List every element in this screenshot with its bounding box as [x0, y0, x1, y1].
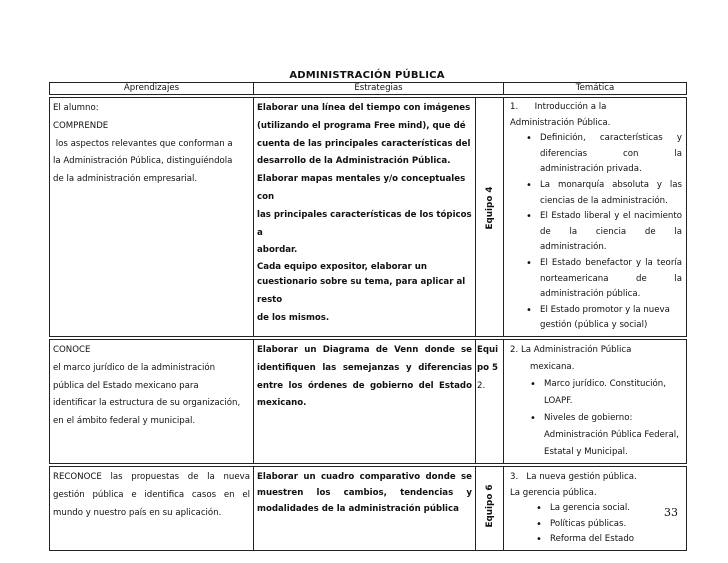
tematica-cell — [504, 339, 687, 463]
estrategia-line: Elaborar mapas mentales y/o conceptuales con — [257, 174, 466, 202]
estrategia-line: Cada equipo expositor, elaborar un — [257, 262, 428, 273]
aprendizaje-line: CONOCE — [53, 344, 91, 355]
table-row — [50, 466, 687, 550]
table-row — [50, 339, 687, 463]
tematica-cell — [504, 466, 687, 550]
aprendizaje-line: El alumno: — [53, 103, 99, 113]
tematica-cell — [504, 98, 687, 337]
aprendizaje-line: los aspectos relevantes que conforman a — [53, 138, 233, 149]
equipo-cell — [476, 466, 504, 550]
equipo-line: po 5 — [477, 362, 499, 373]
equipo-cell — [476, 98, 504, 337]
equipo-label: Equipo 4 — [484, 186, 495, 230]
estrategia-line: cuenta de las principales características del — [257, 138, 471, 149]
equipo-label: Equipo 6 — [484, 484, 495, 528]
tematica-item: • Definición, características y diferencias con la administración privada. — [540, 131, 682, 178]
tematica-heading: 3. La nueva gestión pública. — [510, 471, 637, 482]
aprendizajes-cell — [50, 466, 254, 550]
aprendizaje-line: la Administración Pública, distinguiéndola — [53, 156, 233, 167]
program-table — [49, 82, 687, 551]
estrategia-line: las principales características de los tópicos a — [257, 209, 472, 238]
aprendizaje-line: COMPRENDE — [53, 120, 109, 131]
table-row — [50, 98, 687, 337]
aprendizaje-line: pública del Estado mexicano para — [53, 380, 199, 391]
tematica-item: • La gerencia social. — [550, 501, 682, 517]
tematica-item: • El Estado liberal y el nacimiento de la ciencia de la administración. — [540, 209, 682, 256]
tematica-item: • Niveles de gobierno: Administración Pública Federal, Estatal y Municipal. — [544, 410, 682, 461]
aprendizaje-text: RECONOCE las propuestas de la nueva gestión pública e identifica casos en el mundo y nuestro país en su aplicación. — [53, 471, 250, 518]
tematica-heading: Administración Pública. — [510, 117, 611, 128]
tematica-heading: mexicana. — [530, 361, 575, 372]
estrategias-cell — [254, 339, 476, 463]
estrategia-line: de los mismos. — [257, 312, 330, 323]
tematica-item: • El Estado promotor y la nueva gestión (pública y social) — [540, 303, 682, 334]
header-estrategias: Estrategias — [254, 83, 504, 95]
equipo-line: Equi — [477, 344, 499, 355]
aprendizajes-cell — [50, 339, 254, 463]
equipo-cell — [476, 339, 504, 463]
estrategia-line: (utilizando el programa Free mind), que dé — [257, 120, 466, 131]
estrategia-text: Elaborar un Diagrama de Venn donde se identifiquen las semejanzas y diferencias entre los órdenes de gobierno del Estado mexicano. — [257, 344, 472, 409]
aprendizaje-line: en el ámbito federal y municipal. — [53, 416, 196, 427]
estrategia-line: abordar. — [257, 245, 298, 256]
document-title: ADMINISTRACIÓN PÚBLICA — [289, 70, 445, 81]
aprendizaje-line: identificar la estructura de su organización, — [53, 398, 241, 409]
tematica-item: • Políticas públicas. — [550, 517, 682, 533]
page-number: 33 — [664, 506, 678, 519]
header-aprendizajes: Aprendizajes — [50, 83, 254, 95]
tematica-heading: 2. La Administración Pública — [510, 344, 632, 355]
table-header-row — [50, 83, 687, 95]
header-tematica: Temática — [504, 83, 687, 95]
tematica-item: • Marco jurídico. Constitución, LOAPF. — [544, 376, 682, 410]
tematica-heading: La gerencia pública. — [510, 487, 597, 498]
estrategia-line: desarrollo de la Administración Pública. — [257, 156, 451, 167]
estrategias-cell — [254, 98, 476, 337]
aprendizajes-cell — [50, 98, 254, 337]
estrategia-line: cuestionario sobre su tema, para aplicar al resto — [257, 277, 466, 305]
tematica-item: • Reforma del Estado — [550, 532, 682, 548]
tematica-item: • La monarquía absoluta y las ciencias de la administración. — [540, 178, 682, 209]
tematica-heading: 1. Introducción a la — [510, 102, 607, 112]
aprendizaje-line: el marco jurídico de la administración — [53, 362, 216, 373]
aprendizaje-line: de la administración empresarial. — [53, 174, 198, 185]
tematica-item: • El Estado benefactor y la teoría norteamericana de la administración pública. — [540, 256, 682, 303]
estrategia-text: Elaborar un cuadro comparativo donde se muestren los cambios, tendencias y modalidades de la administración pública — [257, 471, 472, 514]
equipo-line: 2. — [477, 380, 486, 391]
estrategias-cell — [254, 466, 476, 550]
estrategia-line: Elaborar una línea del tiempo con imágenes — [257, 103, 471, 113]
